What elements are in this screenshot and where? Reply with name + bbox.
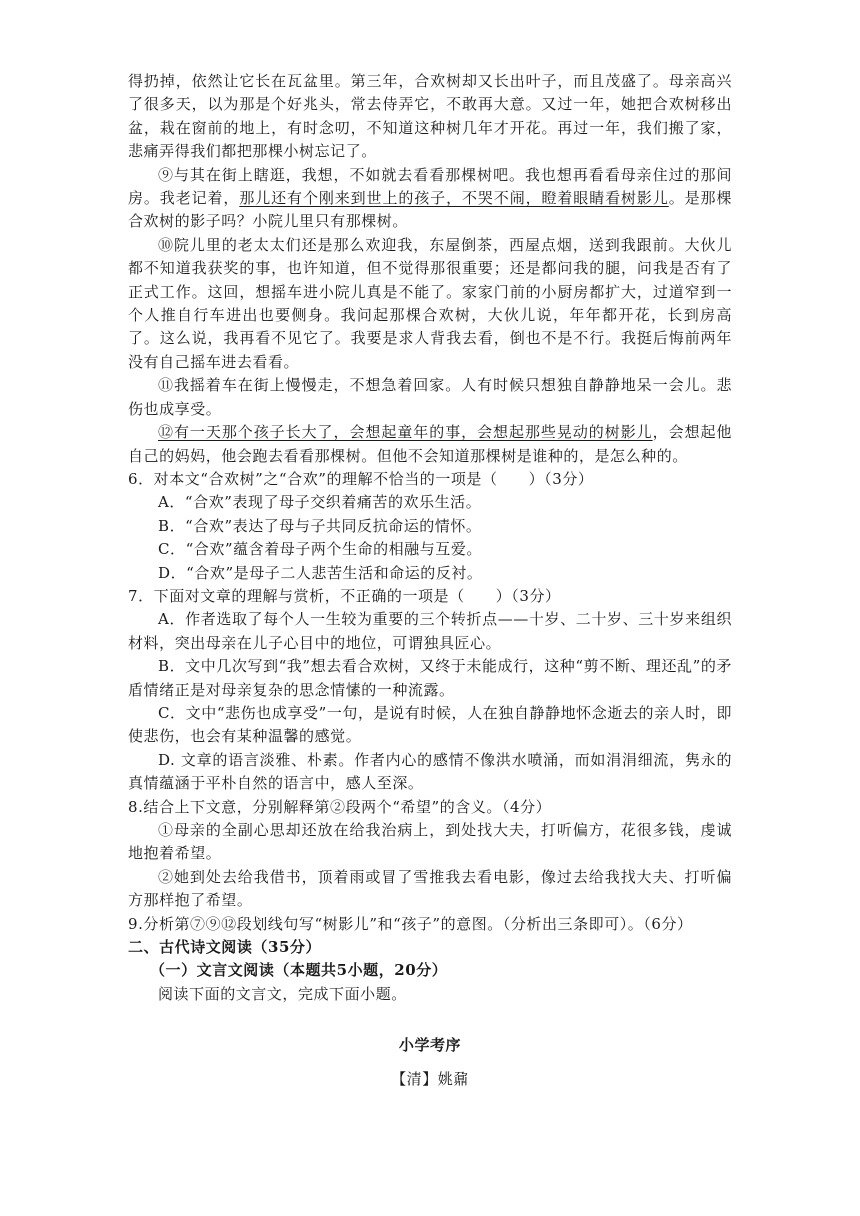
passage-paragraph-12: ⑫有一天那个孩子长大了，会想起童年的事，会想起那些晃动的树影儿，会想起他自己的妈妈，他会跑去看看那棵树。但他不会知道那棵树是谁种的，是怎么种的。 bbox=[128, 423, 732, 465]
question-8-answer-2: ②她到处去给我借书，顶着雨或冒了雪推我去看电影，像过去给我找大夫、打听偏方那样抱了希望。 bbox=[128, 867, 732, 910]
reading-instruction: 阅读下面的文言文，完成下面小题。 bbox=[158, 984, 407, 1003]
underlined-sentence: ⑫有一天那个孩子长大了，会想起童年的事，会想起那些晃动的树影儿 bbox=[158, 423, 653, 442]
classical-text-title: 小学考序 bbox=[398, 1036, 462, 1055]
question-7-option-d: D. 文章的语言淡雅、朴素。作者内心的感情不像洪水喷涌，而如涓涓细流，隽永的真情蕴涵于平朴自然的语言中，感人至深。 bbox=[128, 750, 732, 793]
question-7-option-b: B．文中几次写到“我”想去看合欢树，又终于未能成行，这种“剪不断、理还乱”的矛盾情绪正是对母亲复杂的思念情愫的一种流露。 bbox=[128, 657, 732, 699]
question-8: 8.结合上下文意，分别解释第②段两个“希望”的含义。（4分） bbox=[128, 797, 552, 816]
passage-paragraph-11: ⑪我摇着车在街上慢慢走，不想急着回家。人有时候只想独自静静地呆一会儿。悲伤也成享受。 bbox=[128, 376, 732, 418]
question-7-option-a: A．作者选取了每个人一生较为重要的三个转折点——十岁、二十岁、三十岁来组织材料，突出母亲在儿子心目中的地位，可谓独具匠心。 bbox=[128, 610, 732, 652]
passage-paragraph-continued: 得扔掉，依然让它长在瓦盆里。第三年，合欢树却又长出叶子，而且茂盛了。母亲高兴了很多天，以为那是个好兆头，常去侍弄它，不敢再大意。又过一年，她把合欢树移出盆，栽在窗前的地上，有时念叨，不知道这种树几年才开花。再过一年，我们搬了家，悲痛弄得我们都把那棵小树忘记了。 bbox=[128, 72, 732, 161]
underlined-sentence: 那儿还有个刚来到世上的孩子，不哭不闹，瞪着眼睛看树影儿 bbox=[239, 189, 669, 208]
question-6-option-a: A．“合欢”表现了母子交织着痛苦的欢乐生活。 bbox=[158, 493, 482, 512]
question-6-option-d: D．“合欢”是母子二人悲苦生活和命运的反衬。 bbox=[158, 563, 483, 582]
question-6: 6．对本文“合欢树”之“合欢”的理解不恰当的一项是（ ）（3分） bbox=[128, 469, 594, 488]
question-6-option-b: B．“合欢”表达了母与子共同反抗命运的情怀。 bbox=[158, 516, 482, 535]
question-6-option-c: C．“合欢”蕴含着母子两个生命的相融与互爱。 bbox=[158, 540, 482, 559]
passage-paragraph-10: ⑩院儿里的老太太们还是那么欢迎我，东屋倒茶，西屋点烟，送到我跟前。大伙儿都不知道我获奖的事，也许知道，但不觉得那很重要；还是都问我的腿，问我是否有了正式工作。这回，想摇车进小院儿真是不能了。家家门前的小厨房都扩大，过道窄到一个人推自行车进出也要侧身。我问起那棵合欢树，大伙儿说，年年都开花，长到房高了。这么说，我再看不见它了。我要是求人背我去看，倒也不是不行。我挺后悔前两年没有自己摇车进去看看。 bbox=[128, 235, 732, 371]
question-7-option-c: C．文中“悲伤也成享受”一句，是说有时候，人在独自静静地怀念逝去的亲人时，即使悲伤，也会有某种温馨的感觉。 bbox=[128, 703, 732, 746]
document-page bbox=[128, 70, 732, 1091]
classical-text-author: 【清】姚鼐 bbox=[391, 1069, 469, 1088]
question-8-answer-1: ①母亲的全副心思却还放在给我治病上，到处找大夫，打听偏方，花很多钱，虔诚地抱着希望。 bbox=[128, 821, 732, 863]
question-9: 9.分析第⑦⑨⑫段划线句写“树影儿”和“孩子”的意图。（分析出三条即可）。（6分） bbox=[128, 914, 693, 933]
subsection-heading: （一）文言文阅读（本题共5小题，20分） bbox=[150, 961, 448, 980]
question-7: 7．下面对文章的理解与赏析，不正确的一项是（ ）（3分） bbox=[128, 586, 561, 605]
section-heading: 二、古代诗文阅读（35分） bbox=[128, 938, 322, 957]
passage-paragraph-9: ⑨与其在街上瞎逛，我想，不如就去看看那棵树吧。我也想再看看母亲住过的那间房。我老记着，那儿还有个刚来到世上的孩子，不哭不闹，瞪着眼睛看树影儿。是那棵合欢树的影子吗？小院儿里只有那棵树。 bbox=[128, 165, 732, 231]
